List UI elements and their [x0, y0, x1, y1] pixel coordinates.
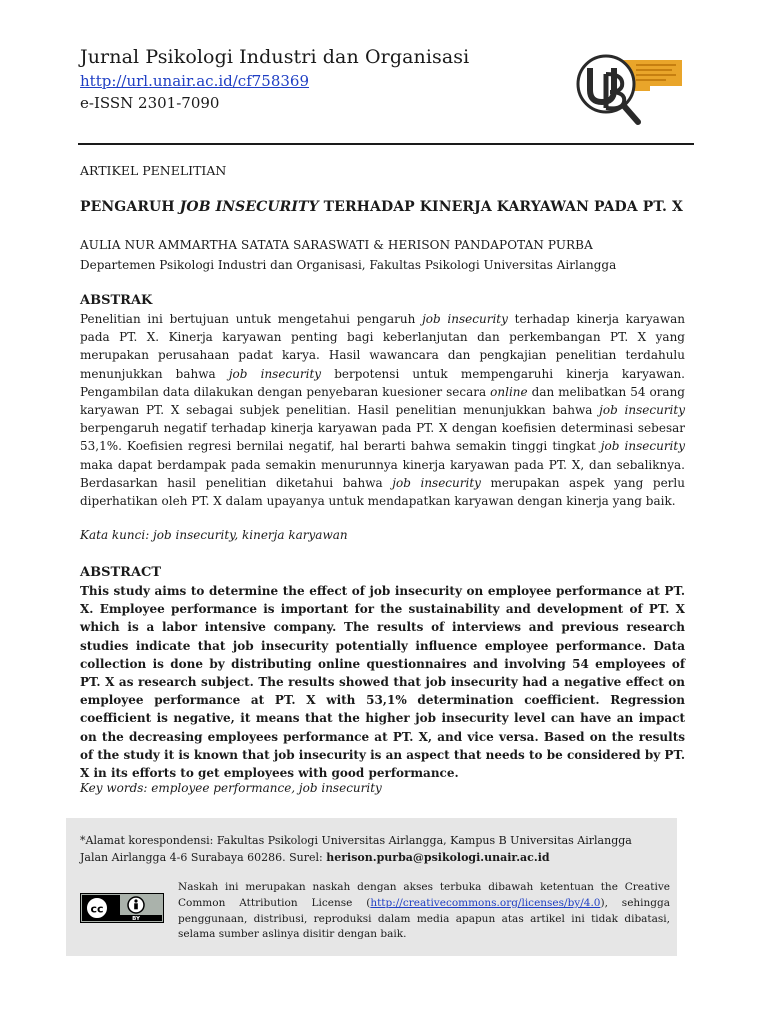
ub-university-logo-icon — [566, 46, 684, 128]
article-type-label: ARTIKEL PENELITIAN — [80, 163, 227, 178]
license-link[interactable]: http://creativecommons.org/licenses/by/4.0 — [370, 896, 601, 909]
correspondence-address: *Alamat korespondensi: Fakultas Psikologi Universitas Airlangga, Kampus B Universitas Airlangga Jalan Airlangga 4-6 Surabaya 60286. Surel: herison.purba@psikologi.unair.ac.id — [80, 834, 632, 864]
abstrak-heading: ABSTRAK — [80, 293, 153, 308]
kata-kunci: Kata kunci: job insecurity, kinerja karyawan — [80, 528, 348, 542]
key-words: Key words: employee performance, job insecurity — [80, 781, 382, 795]
article-authors: AULIA NUR AMMARTHA SATATA SARASWATI & HERISON PANDAPOTAN PURBA — [80, 238, 593, 252]
abstract-body: This study aims to determine the effect of job insecurity on employee performance at PT. X. Employee performance is important for the sustainability and development of PT. X which is a labor intensive company. The results of interviews and previous research studies indicate that job insecurity potentially influence employee performance. Data collection is done by distributing online questionnaires and involving 54 employees of PT. X as research subject. The results showed that job insecurity had a negative effect on employee performance at PT. X with 53,1% determination coefficient. Regression coefficient is negative, it means that the higher job insecurity level can have an impact on the decreasing employees performance at PT. X, and vice versa. Based on the results of the study it is known that job insecurity is an aspect that needs to be considered by PT. X in its efforts to get employees with good performance. — [80, 584, 685, 781]
journal-title: Jurnal Psikologi Industri dan Organisasi — [80, 46, 470, 68]
svg-text:cc: cc — [90, 902, 104, 916]
license-statement: Naskah ini merupakan naskah dengan akses terbuka dibawah ketentuan the Creative Common Attribution License (http://creativecommons.org/licenses/by/4.0), sehingga penggunaan, distribusi, reproduksi dalam media apapun atas artikel ini tidak dibatasi, selama sumber aslinya disitir dengan baik. — [178, 881, 670, 941]
journal-issn: e-ISSN 2301-7090 — [80, 94, 220, 112]
journal-url-link[interactable]: http://url.unair.ac.id/cf758369 — [80, 72, 310, 90]
creative-commons-by-icon — [80, 893, 164, 923]
article-title: PENGARUH JOB INSECURITY TERHADAP KINERJA KARYAWAN PADA PT. X — [80, 199, 683, 215]
header-divider — [78, 143, 694, 145]
correspondence-email[interactable]: herison.purba@psikologi.unair.ac.id — [326, 850, 550, 864]
abstrak-body: Penelitian ini bertujuan untuk mengetahui pengaruh job insecurity terhadap kinerja karyawan pada PT. X. Kinerja karyawan penting bagi keberlanjutan dan perkembangan PT. X yang merupakan perusahaan padat karya. Hasil wawancara dan pengkajian penelitian terdahulu menunjukkan bahwa job insecurity berpotensi untuk mempengaruhi kinerja karyawan. Pengambilan data dilakukan dengan penyebaran kuesioner secara online dan melibatkan 54 orang karyawan PT. X sebagai subjek penelitian. Hasil penelitian menunjukkan bahwa job insecurity berpengaruh negatif terhadap kinerja karyawan pada PT. X dengan koefisien determinasi sebesar 53,1%. Koefisien regresi bernilai negatif, hal berarti bahwa semakin tinggi tingkat job insecurity maka dapat berdampak pada semakin menurunnya kinerja karyawan pada PT. X, dan sebaliknya. Berdasarkan hasil penelitian diketahui bahwa job insecurity merupakan aspek yang perlu diperhatikan oleh PT. X dalam upayanya untuk mendapatkan karyawan dengan kinerja yang baik. — [80, 312, 685, 509]
abstract-heading: ABSTRACT — [80, 565, 162, 580]
svg-text:BY: BY — [132, 916, 140, 922]
article-affiliation: Departemen Psikologi Industri dan Organisasi, Fakultas Psikologi Universitas Airlangga — [80, 258, 617, 272]
